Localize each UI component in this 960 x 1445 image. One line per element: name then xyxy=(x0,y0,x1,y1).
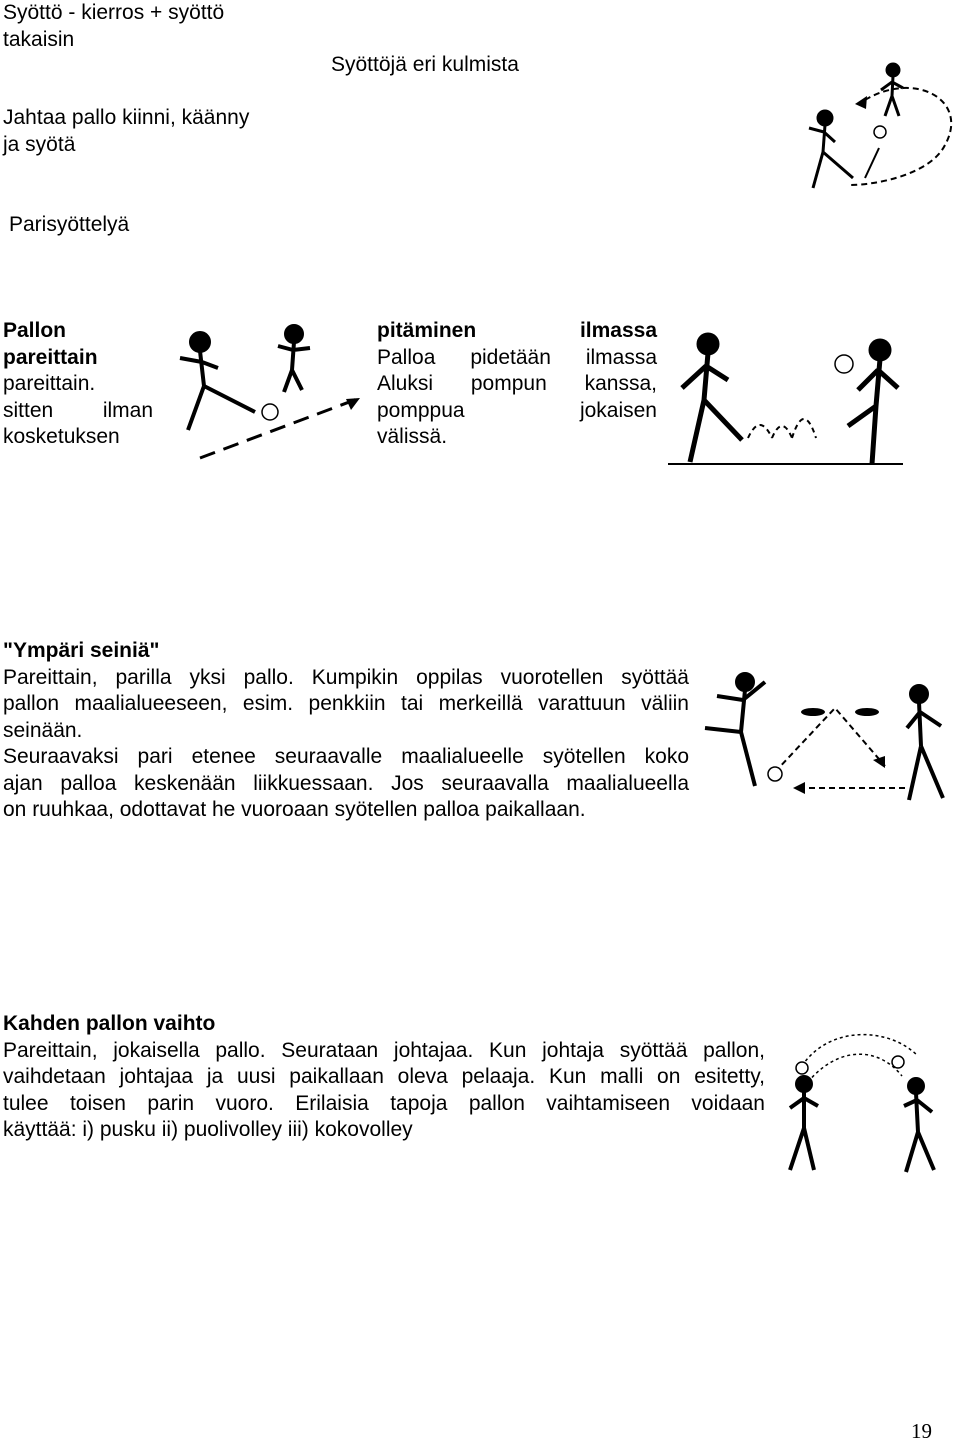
mid-line-2: Aluksi pompun kanssa, xyxy=(377,372,657,395)
section4-text xyxy=(3,1011,765,1144)
ball-icon xyxy=(262,404,278,420)
left-line-3: sitten ilman xyxy=(3,398,153,422)
arrowhead-icon xyxy=(855,96,867,109)
chase-line1: Jahtaa pallo kiinni, käänny xyxy=(3,106,250,129)
section3-title: "Ympäri seiniä" xyxy=(3,639,160,662)
section1-title-line1: Syöttö - kierros + syöttö xyxy=(3,1,225,24)
angles-passing-illustration xyxy=(795,60,960,200)
section3-line-4: ajan palloa keskenään liikkuessaan. Jos seuraavalla maalialueella xyxy=(3,771,689,795)
section2-mid-text xyxy=(377,318,657,451)
player-figure-right xyxy=(848,341,898,464)
section3-line-0: Pareittain, parilla yksi pallo. Kumpikin oppilas vuorotellen syöttää xyxy=(3,665,689,689)
left-line-2: pareittain. xyxy=(3,372,96,395)
wall-passing-illustration xyxy=(695,668,957,808)
ball-icon xyxy=(796,1062,808,1074)
ball-exchange-illustration xyxy=(778,1036,948,1176)
player-figure-left xyxy=(180,333,255,430)
arrowhead-icon xyxy=(793,782,805,794)
section3-line-1: pallon maalialueeseen, esim. penkkiin tai merkeillä varattuun väliin xyxy=(3,692,689,715)
player-figure-right xyxy=(904,1079,934,1172)
mid-line-1: Palloa pidetään ilmassa xyxy=(377,345,657,369)
section4-line-1: vaihdetaan johtajaa ja uusi paikallaan oleva pelaaja. Kun malli on esitetty, xyxy=(3,1065,765,1088)
double-arrow xyxy=(865,148,879,178)
cone-marker xyxy=(801,708,825,716)
player-figure-top xyxy=(881,64,903,116)
angles-heading: Syöttöjä eri kulmista xyxy=(331,53,519,76)
left-line-1: pareittain xyxy=(3,345,98,369)
mid-line-0: pitäminen ilmassa xyxy=(377,319,657,342)
section3-line-5: on ruuhkaa, odottavat he vuoroaan syötellen palloa paikallaan. xyxy=(3,798,586,821)
ball-icon xyxy=(892,1056,904,1068)
ball-icon xyxy=(874,126,886,138)
player-figure-right xyxy=(278,326,310,392)
section1-title-line2: takaisin xyxy=(3,27,75,51)
section3-line-2: seinään. xyxy=(3,718,83,742)
ball-icon xyxy=(835,355,853,373)
player-figure-left xyxy=(790,1077,818,1170)
player-figure-left xyxy=(682,335,742,462)
player-figure-left xyxy=(705,674,765,786)
pair-passing-illustration xyxy=(170,320,360,465)
juggling-illustration xyxy=(668,330,903,470)
section2-left-text xyxy=(3,318,153,371)
section4-line-3: käyttää: i) pusku ii) puolivolley iii) kokovolley xyxy=(3,1118,413,1141)
pass-line xyxy=(200,398,360,458)
chase-text xyxy=(3,105,278,158)
chase-line2: ja syötä xyxy=(3,132,76,156)
left-line-0: Pallon xyxy=(3,319,67,342)
section1-title xyxy=(3,0,278,53)
section3-line-3: Seuraavaksi pari etenee seuraavalle maalialueelle syötellen koko xyxy=(3,745,689,768)
mid-line-4: välissä. xyxy=(377,425,448,448)
throw-arc xyxy=(808,1054,902,1082)
left-line-4: kosketuksen xyxy=(3,425,120,448)
bounce-path xyxy=(748,419,816,438)
section4-line-2: tulee toisen parin vuoro. Erilaisia tapoja pallon vaihtamiseen voidaan xyxy=(3,1091,765,1115)
player-figure-right xyxy=(907,686,943,800)
section2-left-plain xyxy=(3,371,153,451)
mid-line-3: pomppua jokaisen xyxy=(377,398,657,422)
cone-marker xyxy=(855,708,879,716)
section3-text xyxy=(3,638,689,824)
section4-line-0: Pareittain, jokaisella pallo. Seurataan johtajaa. Kun johtaja syöttää pallon, xyxy=(3,1038,765,1062)
section4-title: Kahden pallon vaihto xyxy=(3,1012,216,1035)
page-number: 19 xyxy=(911,1419,932,1443)
ball-icon xyxy=(768,767,782,781)
pairs-heading: Parisyöttelyä xyxy=(9,213,130,236)
pass-path xyxy=(775,708,885,772)
player-figure-left xyxy=(809,111,853,188)
